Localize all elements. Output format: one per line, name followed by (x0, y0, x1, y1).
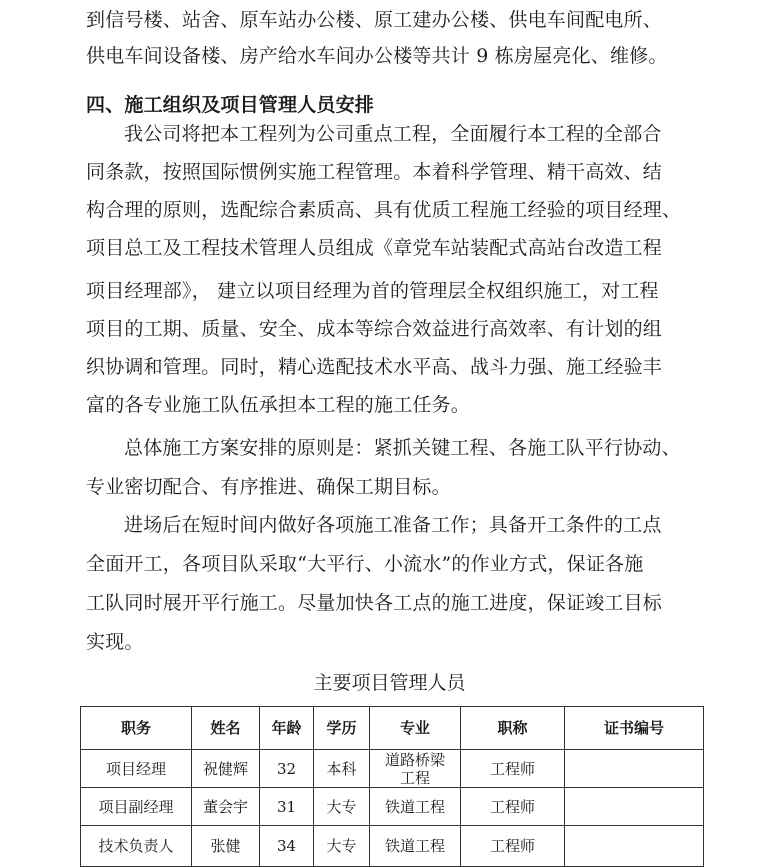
table-cell: 董会宇 (192, 788, 260, 826)
personnel-table (80, 706, 704, 867)
header-education: 学历 (314, 707, 370, 750)
table-cell (565, 826, 704, 867)
table-cell: 大专 (314, 826, 370, 867)
table-row (81, 750, 704, 788)
table-cell: 32 (260, 750, 314, 788)
table-cell: 工程师 (461, 788, 565, 826)
paragraph-line: 项目总工及工程技术管理人员组成《章党车站装配式高站台改造工程 (86, 237, 663, 259)
paragraph-line: 织协调和管理。同时，精心选配技术水平高、战斗力强、施工经验丰 (86, 356, 663, 378)
table-cell: 铁道工程 (370, 826, 461, 867)
section-heading: 四、施工组织及项目管理人员安排 (86, 94, 375, 116)
table-cell: 道路桥梁工程 (370, 750, 461, 788)
paragraph-line: 我公司将把本工程列为公司重点工程，全面履行本工程的全部合 (124, 123, 662, 145)
header-major: 专业 (370, 707, 461, 750)
table-cell: 31 (260, 788, 314, 826)
table-cell: 技术负责人 (81, 826, 192, 867)
table-cell: 本科 (314, 750, 370, 788)
table-cell: 工程师 (461, 826, 565, 867)
header-title: 职称 (461, 707, 565, 750)
paragraph-line: 工队同时展开平行施工。尽量加快各工点的施工进度，保证竣工目标 (86, 592, 663, 614)
header-position: 职务 (81, 707, 192, 750)
table-cell (565, 750, 704, 788)
paragraph-line: 项目经理部》， 建立以项目经理为首的管理层全权组织施工，对工程 (86, 280, 659, 302)
paragraph-line: 供电车间设备楼、房产给水车间办公楼等共计 9 栋房屋亮化、维修。 (86, 45, 668, 67)
paragraph-line: 项目的工期、质量、安全、成本等综合效益进行高效率、有计划的组 (86, 318, 663, 340)
paragraph-line: 富的各专业施工队伍承担本工程的施工任务。 (86, 394, 471, 416)
paragraph-line: 实现。 (86, 631, 144, 653)
paragraph-line: 到信号楼、站舍、原车站办公楼、原工建办公楼、供电车间配电所、 (86, 9, 663, 31)
table-header-row (81, 707, 704, 750)
table-cell: 张健 (192, 826, 260, 867)
paragraph-line: 全面开工，各项目队采取“大平行、小流水”的作业方式，保证各施 (86, 553, 644, 575)
paragraph-line: 总体施工方案安排的原则是：紧抓关键工程、各施工队平行协动、 (124, 437, 681, 459)
table-row (81, 826, 704, 867)
table-cell: 项目副经理 (81, 788, 192, 826)
table-row (81, 788, 704, 826)
table-cell: 大专 (314, 788, 370, 826)
table-cell: 铁道工程 (370, 788, 461, 826)
table-cell: 34 (260, 826, 314, 867)
paragraph-line: 构合理的原则，选配综合素质高、具有优质工程施工经验的项目经理、 (86, 199, 682, 221)
table-cell: 祝健辉 (192, 750, 260, 788)
header-name: 姓名 (192, 707, 260, 750)
table-cell: 工程师 (461, 750, 565, 788)
table-cell (565, 788, 704, 826)
table-cell: 项目经理 (81, 750, 192, 788)
header-certificate-number: 证书编号 (565, 707, 704, 750)
table-caption: 主要项目管理人员 (313, 672, 466, 694)
header-age: 年龄 (260, 707, 314, 750)
paragraph-line: 同条款，按照国际惯例实施工程管理。本着科学管理、精干高效、结 (86, 161, 663, 183)
paragraph-line: 进场后在短时间内做好各项施工准备工作；具备开工条件的工点 (124, 514, 662, 536)
paragraph-line: 专业密切配合、有序推进、确保工期目标。 (86, 476, 451, 498)
